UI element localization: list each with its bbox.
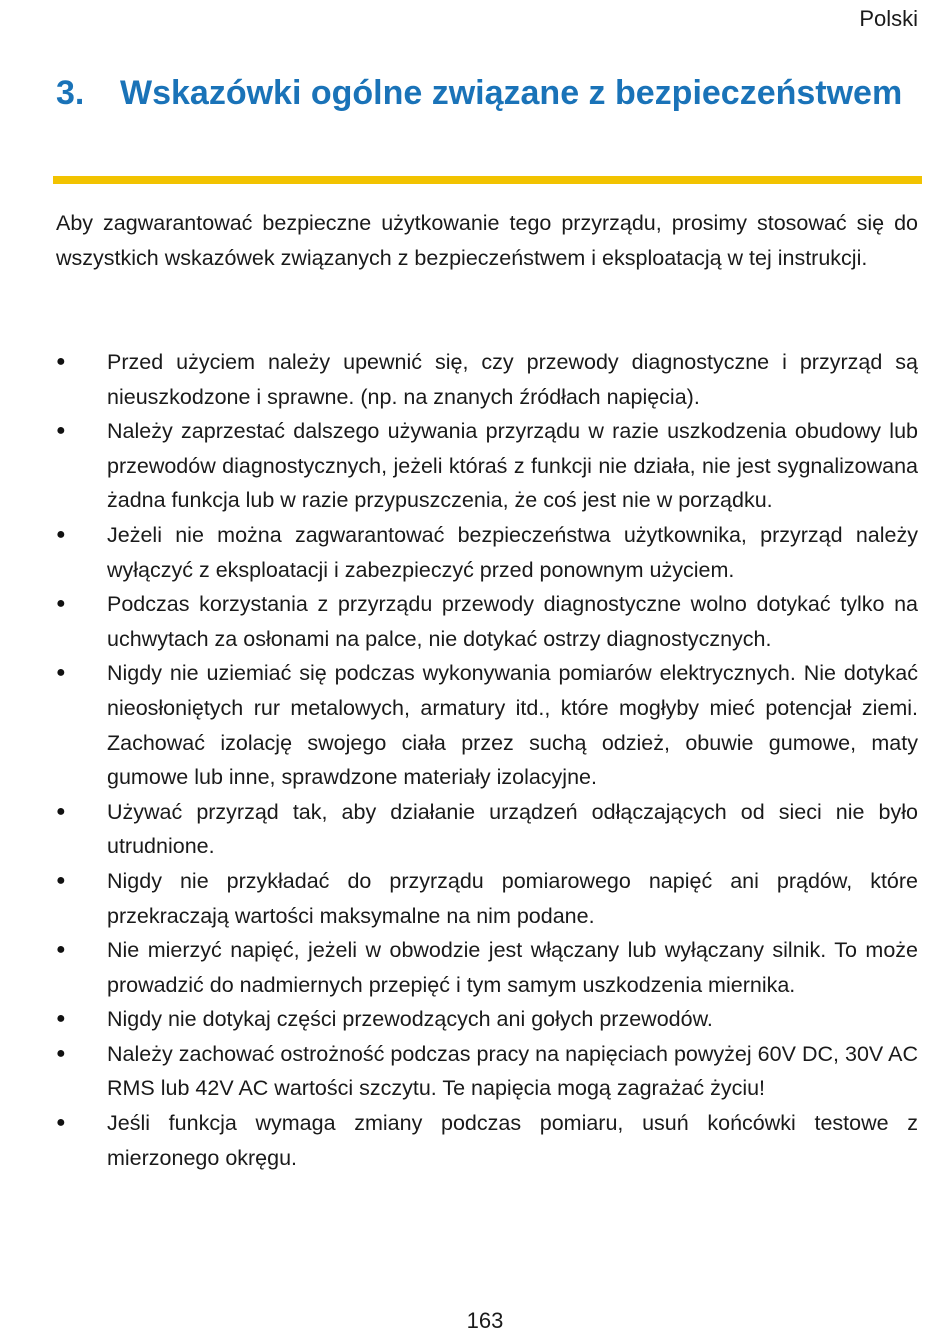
bullet-icon: ● xyxy=(56,1114,66,1132)
bullet-icon: ● xyxy=(56,595,66,613)
section-number: 3. xyxy=(56,74,85,112)
intro-paragraph: Aby zagwarantować bezpieczne użytkowanie tego przyrządu, prosimy stosować się do wszystkich wskazówek związanych z bezpieczeństwem i eksploatacją w tej instrukcji. xyxy=(56,211,918,270)
bullet-icon: ● xyxy=(56,802,66,820)
bullet-icon: ● xyxy=(56,353,66,370)
list-item xyxy=(56,345,918,414)
page-number: 163 xyxy=(466,1308,504,1333)
bullet-icon: ● xyxy=(56,871,66,889)
language-label: Polski xyxy=(859,6,918,31)
heading-divider xyxy=(53,176,922,184)
bullet-icon: ● xyxy=(56,1010,66,1028)
section-heading xyxy=(56,66,920,120)
list-item xyxy=(56,518,918,587)
list-item-text: Jeśli funkcja wymaga zmiany podczas pomiaru, usuń końcówki testowe z mierzonego okręgu. xyxy=(107,1111,918,1170)
list-item-text: Należy zaprzestać dalszego używania przyrządu w razie uszkodzenia obudowy lub przewodów diagnostycznych, jeżeli któraś z funkcji nie działa, nie jest sygnalizowana żadna funkcja lub w razie przypuszczenia, że coś jest nie w porządku. xyxy=(107,419,918,513)
list-item-text: Przed użyciem należy upewnić się, czy przewody diagnostyczne i przyrząd są nieuszkodzone i sprawne. (np. na znanych źródłach napięcia). xyxy=(107,350,918,409)
bullet-icon: ● xyxy=(56,1044,66,1062)
list-item-text: Nigdy nie przykładać do przyrządu pomiarowego napięć ani prądów, które przekraczają wartości maksymalne na nim podane. xyxy=(107,868,918,928)
list-item-text: Podczas korzystania z przyrządu przewody diagnostyczne wolno dotykać tylko na uchwytach za osłonami na palce, nie dotykać ostrzy diagnostycznych. xyxy=(107,592,918,651)
bullet-icon: ● xyxy=(56,422,66,440)
list-item xyxy=(56,587,918,656)
list-item xyxy=(56,1002,918,1037)
list-item-text: Należy zachować ostrożność podczas pracy na napięciach powyżej 60V DC, 30V AC RMS lub 42V AC wartości szczytu. Te napięcia mogą zagrażać życiu! xyxy=(107,1041,918,1101)
list-item-text: Używać przyrząd tak, aby działanie urządzeń odłączających od sieci nie było utrudnione. xyxy=(107,799,918,859)
list-item xyxy=(56,1037,918,1106)
section-title: Wskazówki ogólne związane z bezpieczeństwem xyxy=(120,74,903,112)
list-item xyxy=(56,414,918,518)
list-item xyxy=(56,795,918,864)
list-item xyxy=(56,656,918,794)
list-item xyxy=(56,933,918,1002)
list-item xyxy=(56,1106,918,1175)
safety-instructions-list xyxy=(56,345,918,1175)
list-item-text: Jeżeli nie można zagwarantować bezpieczeństwa użytkownika, przyrząd należy wyłączyć z eksploatacji i zabezpieczyć przed ponownym użyciem. xyxy=(107,522,918,582)
bullet-icon: ● xyxy=(56,525,66,543)
list-item xyxy=(56,864,918,933)
list-item-text: Nigdy nie dotykaj części przewodzących ani gołych przewodów. xyxy=(107,1007,713,1032)
bullet-icon: ● xyxy=(56,941,66,959)
bullet-icon: ● xyxy=(56,664,66,682)
list-item-text: Nigdy nie uziemiać się podczas wykonywania pomiarów elektrycznych. Nie dotykać nieosłoniętych rur metalowych, armatury itd., które mogłyby mieć potencjał ziemi. Zachować izolację swojego ciała przez suchą odzież, obuwie gumowe, maty gumowe lub inne, sprawdzone materiały izolacyjne. xyxy=(107,661,918,790)
list-item-text: Nie mierzyć napięć, jeżeli w obwodzie jest włączany lub wyłączany silnik. To może prowadzić do nadmiernych przepięć i tym samym uszkodzenia miernika. xyxy=(107,938,918,997)
